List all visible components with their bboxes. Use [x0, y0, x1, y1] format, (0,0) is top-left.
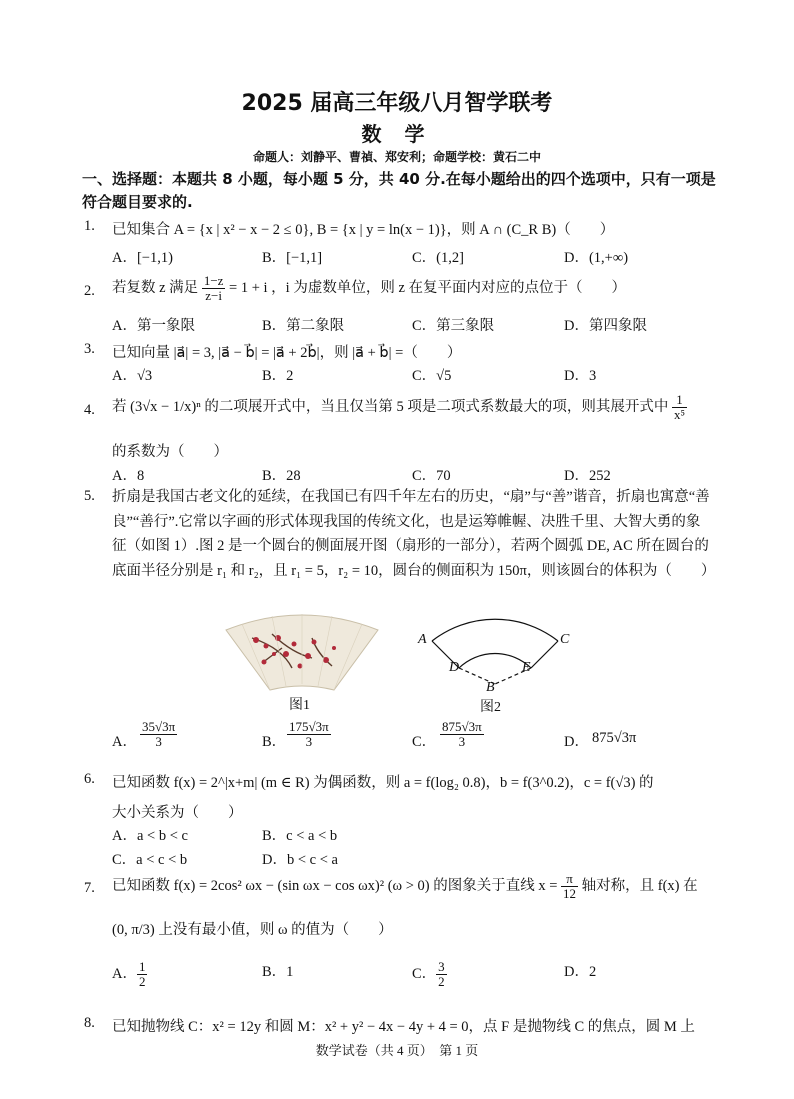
author-line: 命题人：刘静平、曹禎、郑安利；命题学校：黄石二中 — [252, 150, 541, 164]
fraction-top: 35√3π — [142, 719, 176, 734]
option-c: C．70 — [412, 468, 451, 484]
option-fraction — [440, 720, 484, 749]
fraction-top: 175√3π — [289, 719, 329, 734]
exam-title: 2025 届高三年级八月智学联考 — [241, 91, 553, 116]
stem-part: 若复数 z 满足 — [112, 279, 199, 296]
question-number: 4. — [84, 402, 95, 418]
fraction-bottom: 12 — [563, 886, 577, 901]
figure-1-label: 图1 — [289, 698, 310, 713]
fraction-bottom: 3 — [305, 734, 313, 749]
fraction-bottom: x⁵ — [674, 407, 686, 422]
option-a: A．[−1,1) — [112, 250, 173, 266]
point-d-label: D — [449, 660, 460, 675]
option-d: D．第四象限 — [564, 318, 647, 334]
stem-continuation: 大小关系为（ ） — [112, 805, 243, 821]
option-letter: A． — [112, 734, 137, 750]
option-b: B．1 — [262, 964, 294, 980]
fraction-bottom: 3 — [458, 734, 466, 749]
option-a: A．a < b < c — [112, 828, 188, 844]
fraction-bottom: 2 — [438, 974, 445, 989]
fraction — [561, 872, 578, 901]
option-letter: B． — [262, 734, 287, 750]
fraction-bottom: z−i — [205, 288, 222, 303]
fraction-bottom: 2 — [138, 974, 146, 989]
option-c: C．√5 — [412, 368, 452, 384]
option-d: D．2 — [564, 964, 597, 980]
page-footer: 数学试卷（共 4 页） 第 1 页 — [315, 1043, 479, 1058]
stem-part: 轴对称，且 f(x) 在 — [581, 877, 698, 894]
option-letter: C． — [412, 965, 437, 982]
option-c: C．第三象限 — [412, 318, 495, 334]
fraction-top: 875√3π — [442, 719, 482, 734]
point-b-label: B — [486, 680, 495, 695]
option-letter: D． — [564, 734, 589, 750]
question-stem: 已知向量 |a⃗| = 3, |a⃗ − b⃗| = |a⃗ + 2b⃗|，则 |a⃗ + b⃗| =（ ） — [112, 345, 462, 361]
stem-continuation: (0, π/3) 上没有最小值，则 ω 的值为（ ） — [112, 922, 393, 938]
fraction — [672, 393, 687, 422]
stem-part: 已知函数 f(x) = 2cos² ωx − (sin ωx − cos ωx)² (ω > 0) 的图象关于直线 x = — [112, 877, 558, 894]
option-d: D．252 — [564, 468, 611, 484]
question-number: 1. — [84, 218, 95, 234]
annular-sector-diagram — [410, 600, 580, 700]
fraction-top: 1 — [672, 393, 687, 408]
question-stem — [112, 274, 626, 303]
question-stem: 已知抛物线 C：x² = 12y 和圆 M：x² + y² − 4x − 4y + 4 = 0，点 F 是抛物线 C 的焦点，圆 M 上 — [112, 1019, 695, 1035]
option-b: B．2 — [262, 368, 294, 384]
question-number: 8. — [84, 1015, 95, 1031]
fraction-top: 1−z — [203, 273, 224, 288]
option-a: A．第一象限 — [112, 318, 195, 334]
stem-continuation: 的系数为（ ） — [112, 444, 228, 460]
question-number: 2. — [84, 283, 95, 299]
option-value: 875√3π — [592, 730, 637, 746]
option-letter: A． — [112, 965, 137, 982]
question-stem: 已知函数 f(x) = 2^|x+m| (m ∈ R) 为偶函数，则 a = f(log₂ 0.8)，b = f(3^0.2)，c = f(√3) 的 — [112, 775, 654, 791]
question-stem — [112, 872, 698, 901]
question-number: 6. — [84, 771, 95, 787]
option-a — [112, 960, 147, 989]
section-heading: 一、选择题：本题共 8 小题，每小题 5 分，共 40 分.在每小题给出的四个选项中，只有一项是符合题目要求的. — [82, 170, 716, 211]
option-b: B．[−1,1] — [262, 250, 323, 266]
question-number: 5. — [84, 488, 95, 504]
option-b: B．c < a < b — [262, 828, 338, 844]
option-fraction — [137, 960, 148, 989]
question-number: 7. — [84, 880, 95, 896]
option-b: B．第二象限 — [262, 318, 345, 334]
question-number: 3. — [84, 341, 95, 357]
option-d: D．3 — [564, 368, 597, 384]
option-a: A．8 — [112, 468, 145, 484]
option-c — [412, 960, 447, 989]
fraction-bottom: 3 — [155, 734, 162, 749]
stem-part: = 1 + i ，i 为虚数单位，则 z 在复平面内对应的点位于（ ） — [229, 279, 627, 296]
fraction-top: 1 — [138, 959, 146, 974]
option-d: D．(1,+∞) — [564, 250, 629, 266]
option-d: D．b < c < a — [262, 852, 338, 868]
point-c-label: C — [560, 632, 570, 647]
fan-painting-figure — [222, 608, 382, 694]
option-fraction — [436, 960, 447, 989]
stem-part: 若 (3√x − 1/x)ⁿ 的二项展开式中，当且仅当第 5 项是二项式系数最大的项，则其展开式中 — [112, 398, 669, 415]
question-stem — [112, 393, 687, 422]
option-a: A．√3 — [112, 368, 153, 384]
point-e-label: E — [522, 660, 531, 675]
point-a-label: A — [418, 632, 427, 647]
fraction-top: π — [561, 872, 578, 887]
option-letter: C． — [412, 734, 437, 750]
fraction — [202, 274, 226, 303]
option-fraction — [287, 720, 331, 749]
question-stem: 已知集合 A = {x | x² − x − 2 ≤ 0}, B = {x | y = ln(x − 1)}，则 A ∩ (C_R B)（ ） — [112, 222, 615, 238]
option-c: C．a < c < b — [112, 852, 188, 868]
subject-title: 数 学 — [361, 122, 433, 146]
fraction-top: 3 — [438, 959, 445, 974]
option-b: B．28 — [262, 468, 301, 484]
question-stem: 折扇是我国古老文化的延续，在我国已有四千年左右的历史，“扇”与“善”谐音，折扇也寓意“善良”“善行”.它常以字画的形式体现我国的传统文化，也是运筹帷幄、决胜千里、大智大勇的象征（如图 1）.图 2 是一个圆台的侧面展开图（扇形的一部分），若两个圆弧 DE, AC 所在圆台的底面半径分别是 r₁ 和 r₂，且 r₁ = 5，r₂ = 10，圆台的侧面积为 150π，则该圆台的体积为（ ） — [112, 489, 716, 579]
figure-2-label: 图2 — [480, 700, 501, 715]
option-c: C．(1,2] — [412, 250, 464, 266]
option-fraction — [140, 720, 177, 749]
